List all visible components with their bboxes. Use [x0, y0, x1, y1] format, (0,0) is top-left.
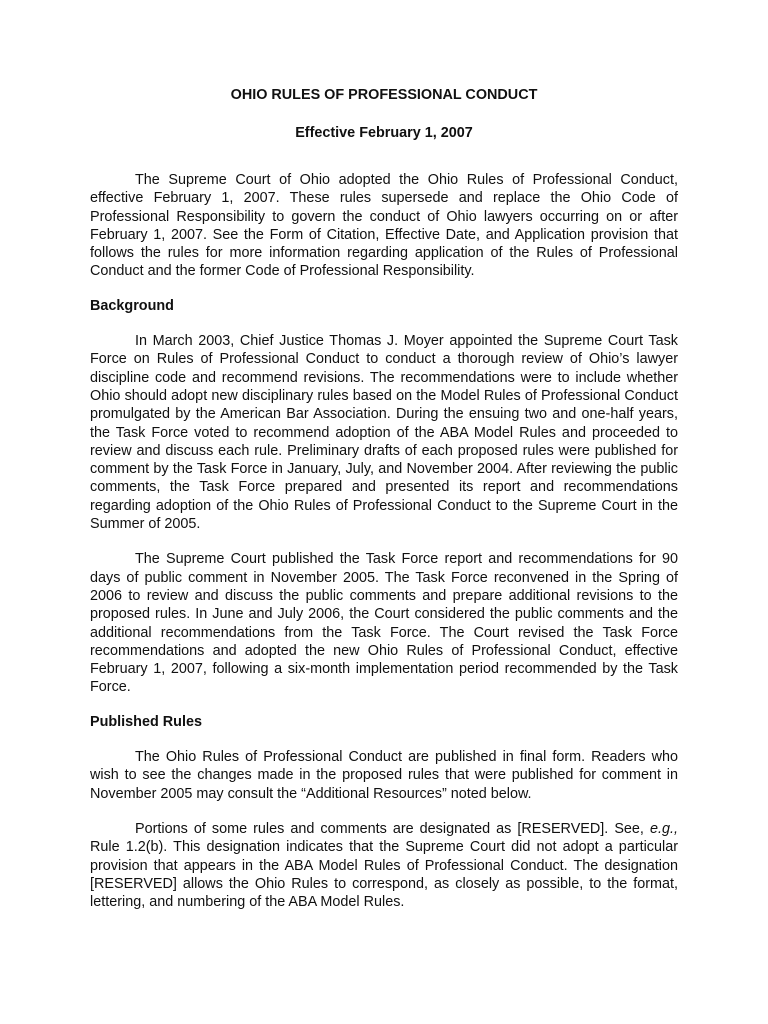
background-paragraph-2: The Supreme Court published the Task Force report and recommendations for 90 days of public comment in November 2005. The Task Force reconvened in the Spring of 2006 to review and discuss the public comments and prepare additional revisions to the proposed rules. In June and July 2006, the Court considered the public comments and the additional recommendations from the Task Force. The Court revised the Task Force recommendations and adopted the new Ohio Rules of Professional Conduct, effective February 1, 2007, following a six-month implementation period recommended by the Task Force.: [90, 551, 678, 696]
paragraph-2-end-text: Rule 1.2(b). This designation indicates that the Supreme Court did not adopt a particular provision that appears in the ABA Model Rules of Professional Conduct. The designation [RESERVED] allows the Ohio Rules to correspond, as closely as possible, to the format, lettering, and numbering of the ABA Model Rules.: [90, 839, 678, 911]
paragraph-2-start-text: Portions of some rules and comments are designated as [RESERVED]. See,: [135, 820, 650, 837]
background-heading: Background: [90, 297, 174, 314]
published-rules-heading: Published Rules: [90, 713, 202, 730]
document-title: OHIO RULES OF PROFESSIONAL CONDUCT: [230, 87, 538, 103]
background-paragraph-1: In March 2003, Chief Justice Thomas J. Moyer appointed the Supreme Court Task Force on Rules of Professional Conduct to conduct a thorough review of Ohio’s lawyer discipline code and recommend revisions. The recommendations were to include whether Ohio should adopt new disciplinary rules based on the Model Rules of Professional Conduct promulgated by the American Bar Association. During the ensuing two and one-half years, the Task Force voted to recommend adoption of the ABA Model Rules and proceeded to review and discuss each rule. Preliminary drafts of each proposed rules were published for comment by the Task Force in January, July, and November 2004. After reviewing the public comments, the Task Force prepared and presented its report and recommendations regarding adoption of the Ohio Rules of Professional Conduct to the Supreme Court in the Summer of 2005.: [90, 333, 678, 533]
published-rules-paragraph-1: The Ohio Rules of Professional Conduct are published in final form. Readers who wish to see the changes made in the proposed rules that were published for comment in November 2005 may consult the “Additional Resources” noted below.: [90, 749, 678, 802]
published-rules-paragraph-2: [90, 820, 678, 911]
effective-date-line: Effective February 1, 2007: [295, 125, 473, 141]
intro-paragraph: The Supreme Court of Ohio adopted the Ohio Rules of Professional Conduct, effective February 1, 2007. These rules supersede and replace the Ohio Code of Professional Responsibility to govern the conduct of Ohio lawyers occurring on or after February 1, 2007. See the Form of Citation, Effective Date, and Application provision that follows the rules for more information regarding application of the Rules of Professional Conduct and the former Code of Professional Responsibility.: [90, 172, 678, 280]
eg-italic-text: e.g.,: [649, 820, 678, 837]
document-page: [90, 86, 678, 911]
